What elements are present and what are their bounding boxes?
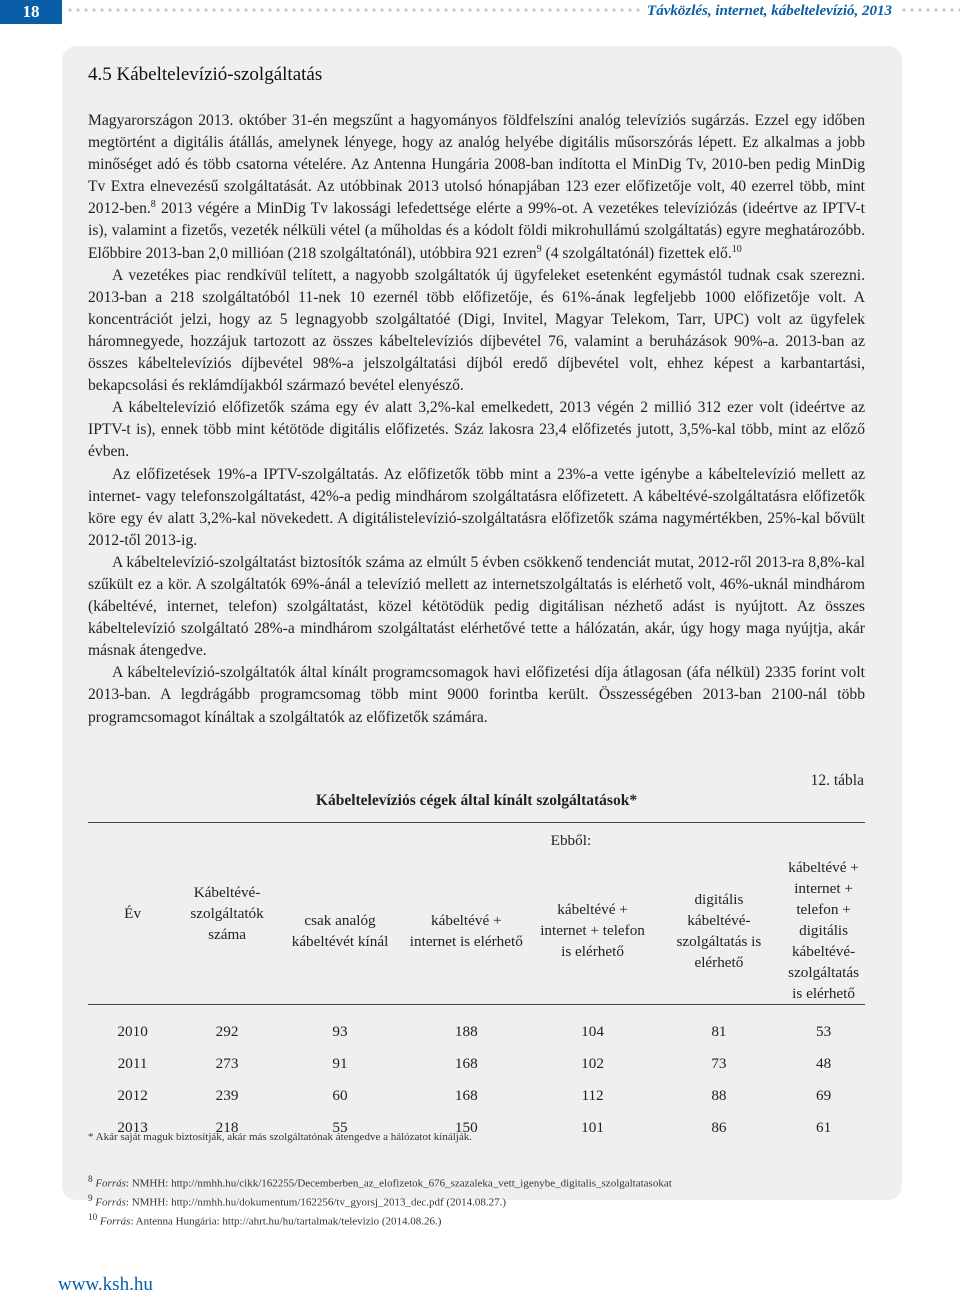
dot-leader-right xyxy=(900,8,960,12)
footnote: $^{10}$ Forrás: Antenna Hungária: http://ahrt.hu/hu/tartalmak/televizio (2014.08.26.) xyxy=(88,1212,442,1228)
footnotes xyxy=(88,1172,868,1229)
services-table xyxy=(88,822,865,1143)
paragraph: A kábeltelevízió előfizetők száma egy év alatt 3,2%-kal emelkedett, 2013 végén 2 millió 312 ezer volt (ideértve az IPTV-t is), ennek több mint kétötöde digitális előfizetés. Száz lakosra 23,4 előfizetés jutott, 3,5%-kal több, mint az előző évben. xyxy=(88,399,865,461)
table-row: 2010 292 93 188 104 81 53 xyxy=(117,1022,832,1040)
page-header xyxy=(0,0,960,24)
paragraph: Magyarországon 2013. október 31-én megszűnt a hagyományos földfelszíni analóg televíziós sugárzás. Ezzel egy időben megtörtént a digitális átállás, amelynek lényege, hogy az analóg helyébe digitális műsorszórás lépett. Ez alkalmas a jobb minőséget adó és több csatorna vételére. Az Antenna Hungária 2008-ban indította el MinDig Tv, 2010-ben pedig MinDig Tv Extra elnevezésű szolgáltatását. Az utóbbinak 2013 utolsó hónapjában 123 ezer előfizetője volt, 40 ezerrel több, mint 2012-ben.$^8$ 2013 végére a MinDig Tv lakossági lefedettsége elérte a 99%-ot. A vezetékes televíziózás (ideértve az IPTV-t is), valamint a fizetős, vezeték nélküli vétel (a műholdas és a kódolt földi mikrohullámú szolgáltatás) egyre meghatározóbb. Előbbire 2013-ban 2,0 millióan (218 szolgáltatónál), utóbbira 921 ezren$^9$ (4 szolgáltatónál) fizettek elő.$^{10}$ xyxy=(88,112,866,262)
col-header-analog: csak analóg kábeltévét kínál xyxy=(277,857,403,1005)
footnote-ref[interactable]: 9 xyxy=(536,243,542,255)
footnote-ref[interactable]: 10 xyxy=(731,243,742,255)
table-row: 2012 239 60 168 112 88 69 xyxy=(117,1086,832,1104)
table-title: Kábeltelevíziós cégek által kínált szolgáltatások* xyxy=(315,792,638,809)
running-title: Távközlés, internet, kábeltelevízió, 2013 xyxy=(643,0,896,22)
footnote: $^9$ Forrás: NMHH: http://nmhh.hu/dokumentum/162256/tv_gyorsj_2013_dec.pdf (2014.08.27.) xyxy=(88,1193,506,1209)
body-text xyxy=(88,110,865,729)
footnote-ref[interactable]: 8 xyxy=(150,199,156,211)
col-header-digital: digitális kábeltévé-szolgáltatás is elérhető xyxy=(656,857,782,1005)
paragraph: Az előfizetések 19%-a IPTV-szolgáltatás. Az előfizetők több mint a 23%-a vette igénybe a kábeltelevízió mellett az internet- vagy telefonszolgáltatást, 42%-a pedig mindhárom szolgáltatásra előfizetett. A kábeltévé-szolgáltatásra előfizetők köre egy év alatt 3,2%-kal növekedett. A digitálistelevízió-szolgáltatásra előfizetők száma nagymértékben, 25%-kal bővült 2012-től 2013-ig. xyxy=(88,465,865,549)
col-header-group: Ebből: xyxy=(277,823,865,858)
paragraph: A kábeltelevízió-szolgáltatók által kínált programcsomagok havi előfizetési díja átlagosan (áfa nélkül) 2335 forint volt 2013-ban. A legdrágább programcsomag több mint 9000 forintba került. Összességében 2013-ban 2100-nál több programcsomagot kínáltak a szolgáltatók az előfizetők számára. xyxy=(88,664,865,726)
col-header-year: Év xyxy=(88,823,177,1005)
table-note: * Akár saját maguk biztosítják, akár más szolgáltatónak átengedve a hálózatot kínálják. xyxy=(88,1131,472,1143)
footnote-link[interactable]: http://ahrt.hu/hu/tartalmak/televizio xyxy=(222,1215,380,1228)
page-number: 18 xyxy=(0,0,62,24)
footnote-link[interactable]: http://nmhh.hu/dokumentum/162256/tv_gyorsj_2013_dec.pdf xyxy=(171,1196,444,1209)
dot-leader-left xyxy=(66,8,646,12)
table-number: 12. tábla xyxy=(810,772,864,789)
section-title: 4.5 Kábeltelevízió-szolgáltatás xyxy=(88,64,323,85)
col-header-all: kábeltévé + internet + telefon + digitális kábeltévé-szolgáltatás is elérhető xyxy=(782,857,865,1005)
site-link[interactable]: www.ksh.hu xyxy=(58,1274,153,1295)
table-row: 2011 273 91 168 102 73 48 xyxy=(117,1054,832,1072)
col-header-tv-internet-phone: kábeltévé + internet + telefon is elérhető xyxy=(529,857,655,1005)
footnote: $^8$ Forrás: NMHH: http://nmhh.hu/cikk/162255/Decemberben_az_elofizetok_676_szazaleka_vett_igenybe_digitalis_szolgaltatasokat xyxy=(88,1174,672,1190)
footnote-link[interactable]: http://nmhh.hu/cikk/162255/Decemberben_az_elofizetok_676_szazaleka_vett_igenybe_digitalis_szolgaltatasokat xyxy=(171,1177,672,1190)
table-row: 2013 218 55 150 101 86 61 xyxy=(117,1118,832,1136)
col-header-providers: Kábeltévé-szolgáltatók száma xyxy=(177,823,277,1005)
paragraph: A kábeltelevízió-szolgáltatást biztosítók száma az elmúlt 5 évben csökkenő tendenciát mutat, 2012-ről 2013-ra 8,8%-kal szűkült ez a kör. A szolgáltatók 69%-ánál a televízió mellett az internetszolgáltatás is elérhető volt, 46%-uknál mindhárom (kábeltévé, internet, telefon) szolgáltatást, közel kétötödük pedig digitálisan nézhető adást is nyújtott. Az összes kábeltelevízió szolgáltató 28%-a mindhárom szolgáltatást elérhetővé tette a hálózatán, akár, úgy hogy maga nyújtja, akár másnak átengedve. xyxy=(88,553,865,660)
paragraph: A vezetékes piac rendkívül telített, a nagyobb szolgáltatók új ügyfeleket esetenként egymástól tudnak csak szerezni. 2013-ban a 218 szolgáltatóból 11-nek 10 ezernél több előfizetője, és 61%-ának legfeljebb 1000 előfizetője volt. A koncentrációt jelzi, hogy az 5 legnagyobb szolgáltatóé (Digi, Invitel, Magyar Telekom, Tarr, UPC) volt az ügyfelek háromnegyede, hozzájuk tartozott az összes kábeltelevíziós díjbevétel 76, valamint a beruházások 90%-a. 2013-ban az összes kábeltelevíziós díjbevétel 98%-a jelszolgáltatási díjból eredő díjbevétel volt, ehhez képest a karbantartási, bekapcsolási és reklámdíjakból származó bevétel elenyésző. xyxy=(88,266,865,395)
col-header-tv-internet: kábeltévé + internet is elérhető xyxy=(403,857,529,1005)
